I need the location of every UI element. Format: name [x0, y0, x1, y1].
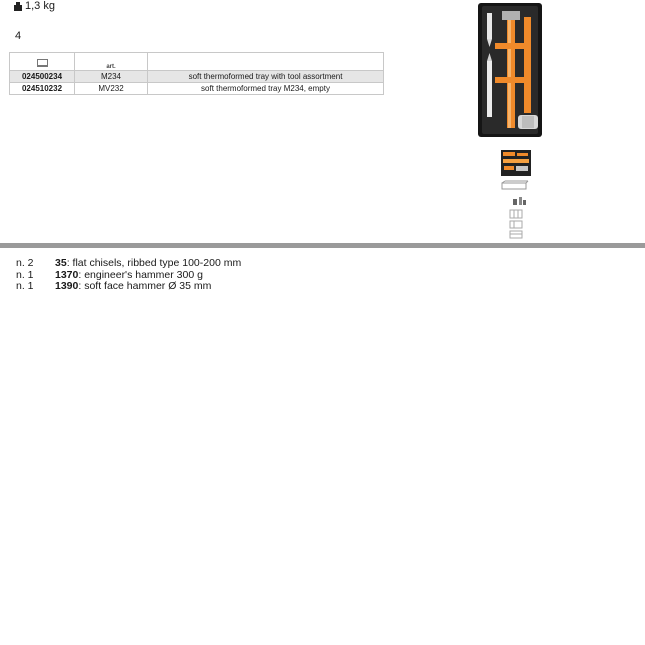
tray-product-image: [478, 3, 542, 137]
header-description: [148, 53, 384, 71]
item-reference: 35: [55, 257, 67, 269]
row-description: soft thermoformed tray with tool assortment: [148, 71, 384, 83]
section-divider: [0, 243, 645, 248]
contents-list: [16, 258, 241, 293]
dimension-icon: [513, 196, 527, 206]
weight-value: 1,3 kg: [25, 0, 55, 12]
tray-icon: [37, 59, 48, 67]
item-description: : engineer's hammer 300 g: [78, 268, 203, 281]
item-quantity: n. 1: [16, 268, 34, 281]
table-header: [10, 53, 384, 71]
layout-icon: [508, 209, 524, 239]
item-description: : soft face hammer Ø 35 mm: [78, 280, 212, 292]
row-code: 024500234: [10, 71, 75, 83]
table-row: [10, 83, 384, 95]
item-description: : flat chisels, ribbed type 100-200 mm: [66, 257, 242, 269]
empty-tray-thumbnail-icon: [501, 180, 529, 192]
row-code: 024510232: [10, 83, 75, 95]
table-row: [10, 71, 384, 83]
weight-info: [14, 0, 55, 12]
product-code-table: [9, 52, 384, 95]
item-reference: 1370: [55, 268, 79, 281]
piece-count: 4: [15, 30, 22, 42]
assortment-thumbnail-icon: [501, 148, 531, 178]
item-quantity: n. 1: [16, 280, 34, 292]
row-art: M234: [75, 71, 148, 83]
row-art: MV232: [75, 83, 148, 95]
weight-icon: [14, 2, 22, 11]
header-code: [10, 53, 75, 71]
header-art: art.: [75, 53, 148, 71]
list-item: [16, 281, 241, 293]
item-reference: 1390: [55, 280, 79, 292]
list-item: [16, 258, 241, 270]
row-description: soft thermoformed tray M234, empty: [148, 83, 384, 95]
item-quantity: n. 2: [16, 257, 34, 269]
